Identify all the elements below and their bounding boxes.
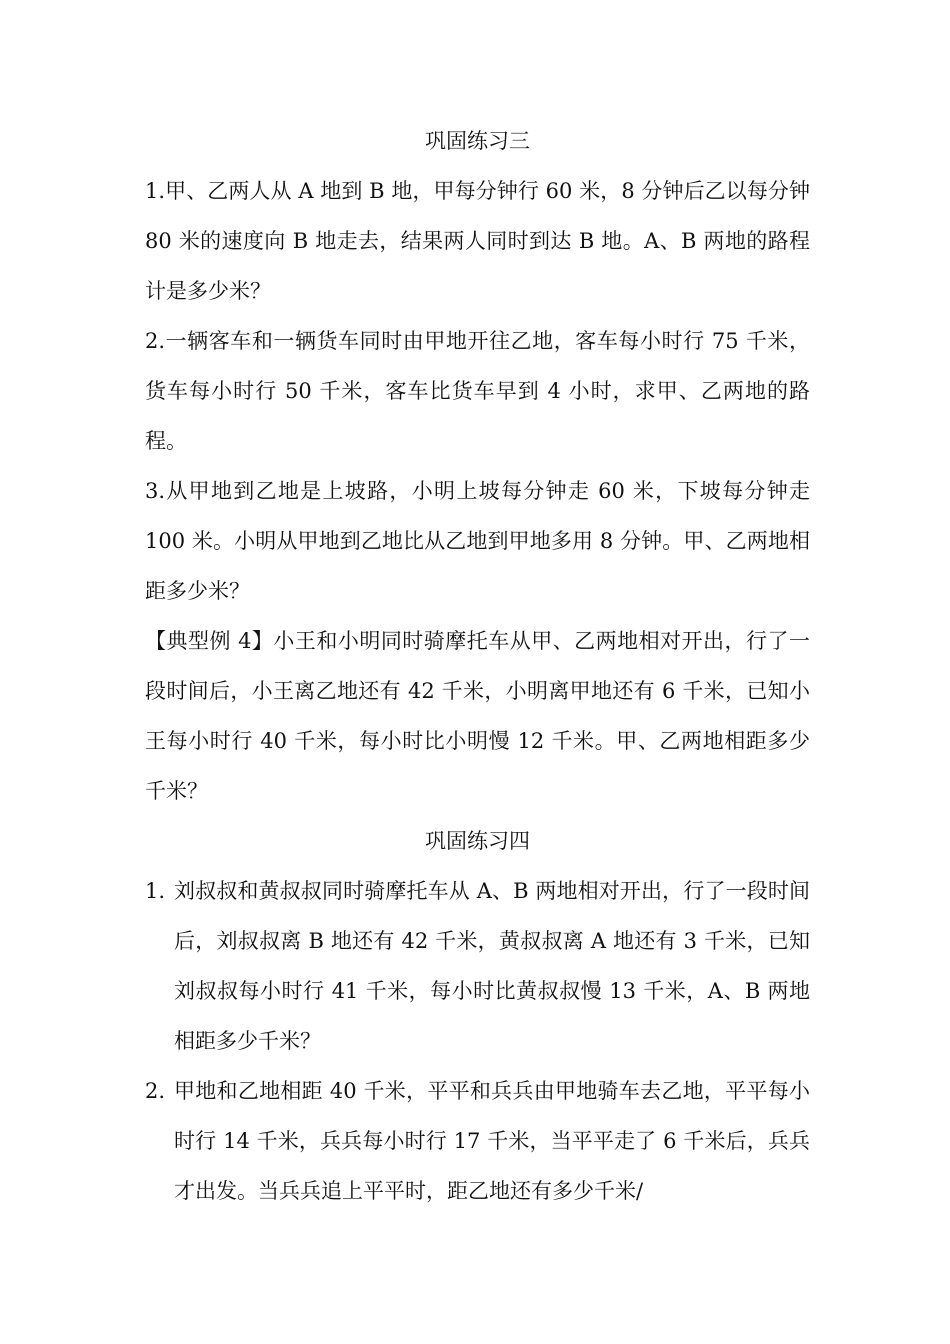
question-text: 刘叔叔和黄叔叔同时骑摩托车从 A、B 两地相对开出，行了一段时间后，刘叔叔离 B 地还有 42 千米，黄叔叔离 A 地还有 3 千米，已知刘叔叔每小时行 41 千米，每小时比黄叔叔慢 13 千米，A、B 两地相距多少千米？ <box>174 879 810 1053</box>
practice-3-question-3: 3.从甲地到乙地是上坡路，小明上坡每分钟走 60 米，下坡每分钟走 100 米。小明从甲地到乙地比从乙地到甲地多用 8 分钟。甲、乙两地相距多少米？ <box>145 479 810 603</box>
section-title-practice-4: 巩固练习四 <box>425 829 530 853</box>
practice-3-question-1: 1.甲、乙两人从 A 地到 B 地，甲每分钟行 60 米，8 分钟后乙以每分钟 80 米的速度向 B 地走去，结果两人同时到达 B 地。A、B 两地的路程计是多少米？ <box>145 179 810 303</box>
question-number: 2. <box>145 1079 166 1103</box>
question-number: 1. <box>145 879 166 903</box>
question-text: 甲地和乙地相距 40 千米，平平和兵兵由甲地骑车去乙地，平平每小时行 14 千米，兵兵每小时行 17 千米，当平平走了 6 千米后，兵兵才出发。当兵兵追上平平时，距乙地还有多少千米/ <box>174 1079 810 1203</box>
section-title-practice-3: 巩固练习三 <box>425 129 530 153</box>
typical-example-4: 【典型例 4】小王和小明同时骑摩托车从甲、乙两地相对开出，行了一段时间后，小王离乙地还有 42 千米，小明离甲地还有 6 千米，已知小王每小时行 40 千米，每小时比小明慢 12 千米。甲、乙两地相距多少千米？ <box>145 629 810 803</box>
practice-4-question-2 <box>145 1066 810 1216</box>
practice-3-question-2: 2.一辆客车和一辆货车同时由甲地开往乙地，客车每小时行 75 千米，货车每小时行 50 千米，客车比货车早到 4 小时，求甲、乙两地的路程。 <box>145 329 810 453</box>
practice-4-question-1 <box>145 866 810 1066</box>
document-content <box>145 116 810 1216</box>
